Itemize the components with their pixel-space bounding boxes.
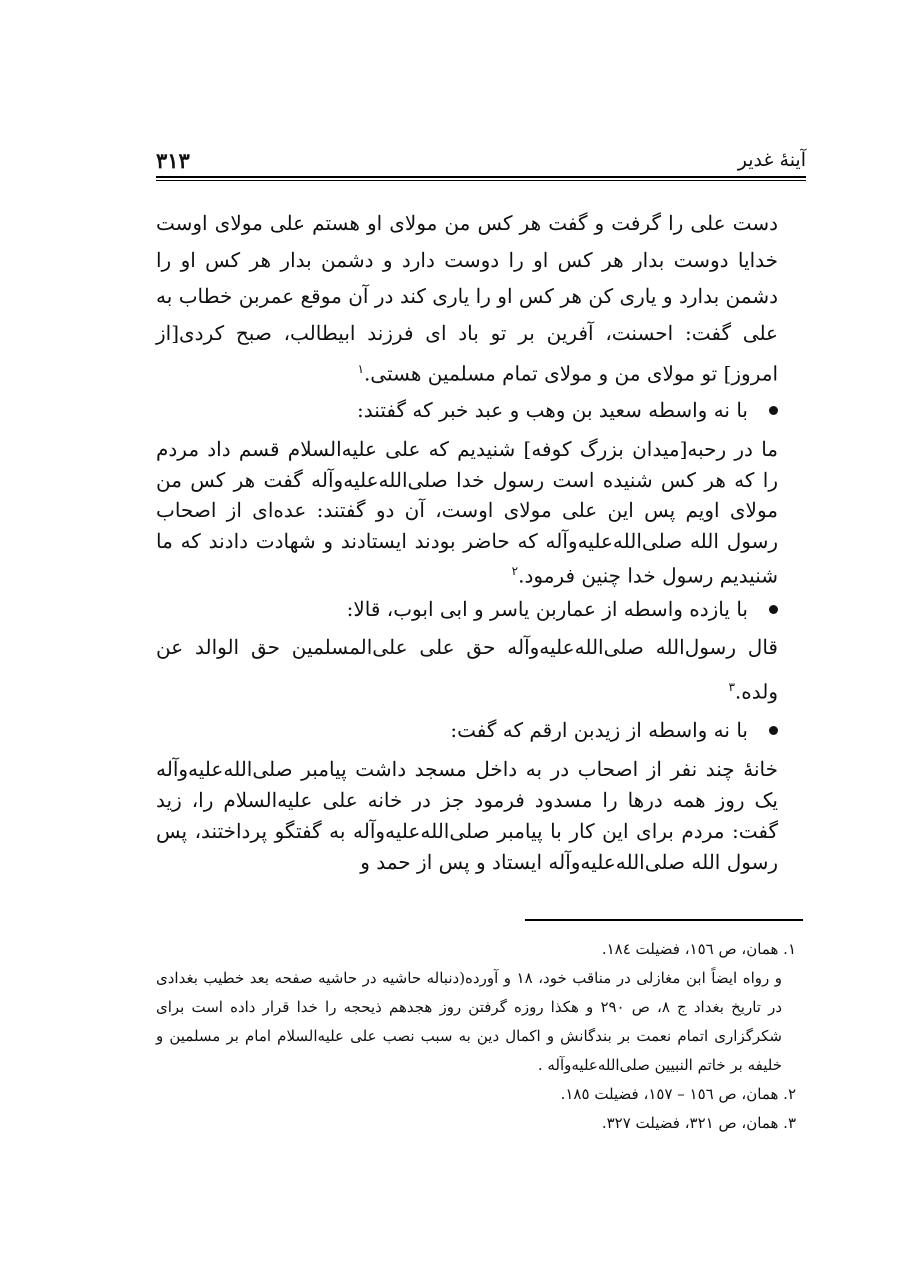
header-rule <box>156 176 806 178</box>
paragraph-3-text: قال رسول‌الله صلی‌الله‌علیه‌وآله حق علی علی‌المسلمین حق الوالد عن ولده. <box>156 635 778 704</box>
bullet-item-1-text: با نه واسطه سعید بن وهب و عبد خبر که گفتند: <box>357 398 748 423</box>
footnote-ref-2: ۲ <box>511 564 519 579</box>
bullet-item-2-text: با یازده واسطه از عماربن یاسر و ابی ابوب، قالا: <box>346 597 748 622</box>
paragraph-3 <box>156 627 778 712</box>
footnote-ref-3: ۳ <box>728 680 735 695</box>
bullet-item-3 <box>156 712 778 748</box>
paragraph-4 <box>156 754 778 878</box>
bullet-icon <box>769 605 778 614</box>
bullet-item-3-text: با نه واسطه از زیدبن ارقم که گفت: <box>450 717 748 742</box>
footnote-2: ۲. همان، ص ١٥٦ – ١٥٧، فضیلت ١٨٥. <box>560 1085 796 1103</box>
footnotes <box>156 935 806 1138</box>
book-title: آینهٔ غدیر <box>737 149 806 171</box>
paragraph-1-text: دست علی را گرفت و گفت هر کس من مولای او هستم علی مولای اوست خدایا دوست بدار هر کس او را دوست دارد و دشمن بدار هر کس او را دشمن بدارد و یاری کن هر کس او را یاری کند در آن موقع عمربن خطاب به علی گفت: احسنت، آفرین بر تو باد ای فرزند ابیطالب، صبح کردی[از امروز] تو مولای من و مولای تمام مسلمین هستی. <box>156 211 778 386</box>
header-rule-thin <box>156 180 806 181</box>
footnote-ref-1: ۱ <box>357 362 364 376</box>
main-text <box>156 205 778 878</box>
footnote-1-continuation: و رواه ایضاً ابن مغازلی در مناقب خود، ١٨ و آورده(دنباله حاشیه در حاشیه صفحه بعد خطیب بغدادی در تاریخ بغداد ج ٨، ص ٢٩٠ و هکذا روزه گرفتن روز هجدهم ذیحجه را خدا قرار داده است برای شکرگزاری اتمام نعمت بر بندگانش و اکمال دین به سبب نصب علی علیه‌السلام امام بر مسلمین و خلیفه بر خاتم النبیین صلی‌الله‌علیه‌وآله . <box>156 969 783 1074</box>
paragraph-2-text: ما در رحبه[میدان بزرگ کوفه] شنیدیم که علی علیه‌السلام قسم داد مردم را که هر کس شنیده است رسول خدا صلی‌الله‌علیه‌وآله گفت هر کس من مولای اویم پس این علی مولای اوست، آن دو گفتند: عده‌ای از اصحاب رسول الله صلی‌الله‌علیه‌وآله که حاضر بودند ایستادند و شهادت دادند که ما شنیدیم رسول خدا چنین فرمود. <box>156 437 778 588</box>
footnote-1: ۱. همان، ص ١٥٦، فضیلت ١٨٤. <box>601 940 796 958</box>
running-header <box>156 145 806 175</box>
page-number: ۳۱۳ <box>156 147 190 173</box>
paragraph-1 <box>156 205 778 392</box>
bullet-icon <box>769 726 778 735</box>
bullet-item-2 <box>156 591 778 627</box>
bullet-item-1 <box>156 392 778 428</box>
footnote-separator <box>525 919 803 921</box>
paragraph-2 <box>156 434 778 591</box>
footnote-3: ۳. همان، ص ٣٢١، فضیلت ٣٢٧. <box>601 1114 796 1132</box>
paragraph-4-text: خانهٔ چند نفر از اصحاب در به داخل مسجد داشت پیامبر صلی‌الله‌علیه‌وآله یک روز همه درها را مسدود فرمود جز در خانه علی علیه‌السلام را، زید گفت: مردم برای این کار با پیامبر صلی‌الله‌علیه‌وآله به گفتگو پرداختند، پس رسول الله صلی‌الله‌علیه‌وآله ایستاد و پس از حمد و <box>156 756 778 874</box>
bullet-icon <box>769 406 778 415</box>
